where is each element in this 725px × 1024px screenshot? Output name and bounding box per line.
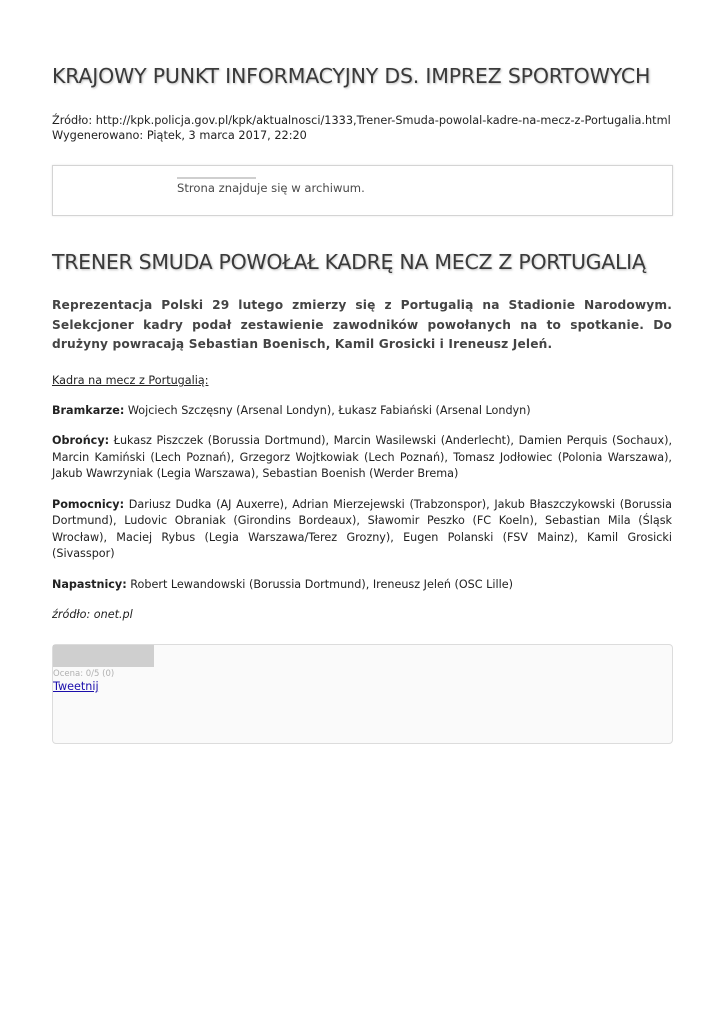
archive-notice-box [52, 165, 673, 216]
defenders-label: Obrońcy: [52, 434, 110, 447]
site-title: KRAJOWY PUNKT INFORMACYJNY DS. IMPREZ SPORTOWYCH [52, 64, 651, 88]
archive-divider [177, 177, 256, 179]
goalkeepers-paragraph [52, 403, 672, 420]
source-url-line: Źródło: http://kpk.policja.gov.pl/kpk/aktualnosci/1333,Trener-Smuda-powolal-kadre-na-mecz-z-Portugalia.html [52, 114, 671, 127]
forwards-list: Robert Lewandowski (Borussia Dortmund), Ireneusz Jeleń (OSC Lille) [126, 577, 513, 591]
article-body [52, 373, 672, 638]
rating-box [52, 644, 673, 744]
defenders-list: Łukasz Piszczek (Borussia Dortmund), Marcin Wasilewski (Anderlecht), Damien Perquis (Sochaux), Marcin Kamiński (Lech Poznań), Grzegorz Wojtkowiak (Lech Poznań), Tomasz Jodłowiec (Polonia Warszawa), Jakub Wawrzyniak (Legia Warszawa), Sebastian Boenish (Werder Brema) [52, 434, 672, 480]
article-title: TRENER SMUDA POWOŁAŁ KADRĘ NA MECZ Z PORTUGALIĄ [52, 250, 646, 274]
forwards-label: Napastnicy: [52, 577, 127, 591]
goalkeepers-label: Bramkarze: [52, 403, 125, 417]
archive-notice: Strona znajduje się w archiwum. [177, 181, 365, 195]
generated-date-line: Wygenerowano: Piątek, 3 marca 2017, 22:20 [52, 128, 307, 142]
tweet-link[interactable]: Tweetnij [53, 680, 99, 693]
forwards-paragraph [52, 577, 672, 594]
squad-heading: Kadra na mecz z Portugalią: [52, 374, 209, 387]
rating-stars-widget[interactable] [53, 645, 154, 667]
midfielders-list: Dariusz Dudka (AJ Auxerre), Adrian Mierzejewski (Trabzonspor), Jakub Błaszczykowski (Borussia Dortmund), Ludovic Obraniak (Girondins Bordeaux), Sławomir Peszko (FC Koeln), Sebastian Mila (Śląsk Wrocław), Maciej Rybus (Legia Warszawa/Terez Grozny), Eugen Polanski (FSV Mainz), Kamil Grosicki (Sivasspor) [52, 497, 672, 560]
source-note: źródło: onet.pl [52, 608, 133, 621]
defenders-paragraph [52, 433, 672, 483]
article-lead: Reprezentacja Polski 29 lutego zmierzy się z Portugalią na Stadionie Narodowym. Selekcjoner kadry podał zestawienie zawodników powołanych na to spotkanie. Do drużyny powracają Sebastian Boenisch, Kamil Grosicki i Ireneusz Jeleń. [52, 298, 672, 351]
rating-text: Ocena: 0/5 (0) [53, 669, 115, 679]
document-meta [52, 114, 671, 143]
goalkeepers-list: Wojciech Szczęsny (Arsenal Londyn), Łukasz Fabiański (Arsenal Londyn) [124, 403, 531, 417]
midfielders-paragraph [52, 497, 672, 563]
midfielders-label: Pomocnicy: [52, 497, 125, 511]
